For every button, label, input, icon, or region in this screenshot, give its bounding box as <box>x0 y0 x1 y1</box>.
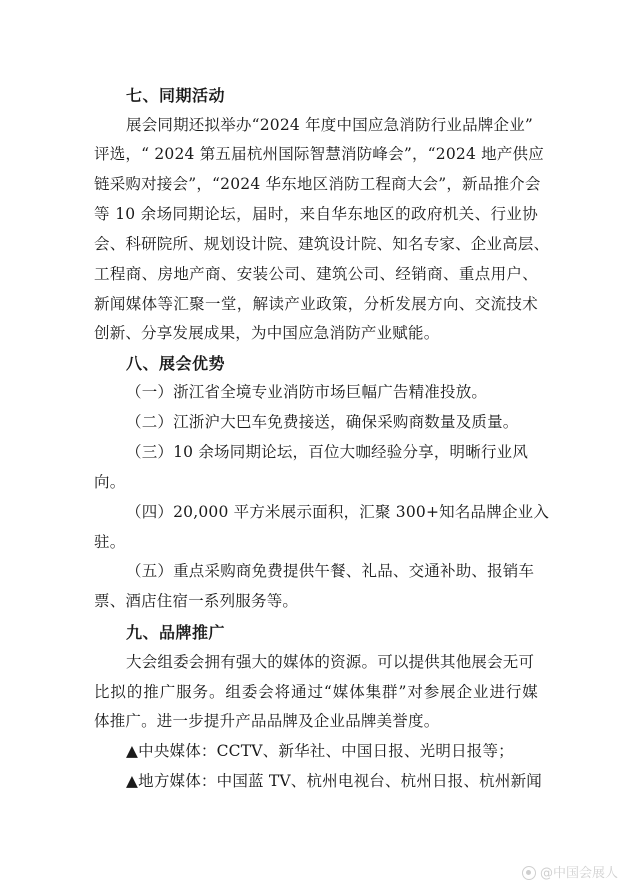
paragraph-line: 比拟的推广服务。组委会将通过“媒体集群”对参展企业进行媒 <box>94 683 538 701</box>
media-list-item: ▲中央媒体：CCTV、新华社、中国日报、光明日报等； <box>126 742 514 760</box>
list-item: （四）20,000 平方米展示面积，汇聚 300+知名品牌企业入 <box>126 503 550 521</box>
paragraph-line: 新闻媒体等汇聚一堂，解读产业政策，分析发展方向、交流技术 <box>94 295 538 313</box>
weibo-logo-icon <box>522 866 536 880</box>
paragraph-line: 体推广。进一步提升产品品牌及企业品牌美誉度。 <box>94 712 440 730</box>
paragraph-line: 展会同期还拟举办“2024 年度中国应急消防行业品牌企业” <box>126 116 534 134</box>
paragraph-line: 评选，“ 2024 第五届杭州国际智慧消防峰会”，“2024 地产供应 <box>94 145 544 163</box>
watermark <box>522 862 618 881</box>
list-item: （五）重点采购商免费提供午餐、礼品、交通补助、报销车 <box>126 562 535 580</box>
section-heading-brand-promotion: 九、品牌推广 <box>126 623 226 642</box>
paragraph-line: 会、科研院所、规划设计院、建筑设计院、知名专家、企业高层、 <box>94 235 550 253</box>
list-item-continuation: 向。 <box>94 473 126 491</box>
watermark-text: @中国会展人 <box>539 866 618 881</box>
list-item: （三）10 余场同期论坛，百位大咖经验分享，明晰行业风 <box>126 443 529 461</box>
paragraph-line: 大会组委会拥有强大的媒体的资源。可以提供其他展会无可 <box>126 653 535 671</box>
section-heading-activities: 七、同期活动 <box>126 86 226 105</box>
media-list-item: ▲地方媒体：中国蓝 TV、杭州电视台、杭州日报、杭州新闻 <box>126 772 542 790</box>
list-item-continuation: 票、酒店住宿一系列服务等。 <box>94 592 299 610</box>
paragraph-line: 工程商、房地产商、安装公司、建筑公司、经销商、重点用户、 <box>94 265 538 283</box>
paragraph-line: 链采购对接会”，“2024 华东地区消防工程商大会”，新品推介会 <box>94 175 541 193</box>
section-heading-advantages: 八、展会优势 <box>126 354 226 373</box>
paragraph-line: 创新、分享发展成果，为中国应急消防产业赋能。 <box>94 324 440 342</box>
list-item: （一）浙江省全境专业消防市场巨幅广告精准投放。 <box>126 383 488 401</box>
paragraph-line: 等 10 余场同期论坛，届时，来自华东地区的政府机关、行业协 <box>94 205 538 223</box>
list-item-continuation: 驻。 <box>94 533 126 551</box>
list-item: （二）江浙沪大巴车免费接送，确保采购商数量及质量。 <box>126 413 519 431</box>
